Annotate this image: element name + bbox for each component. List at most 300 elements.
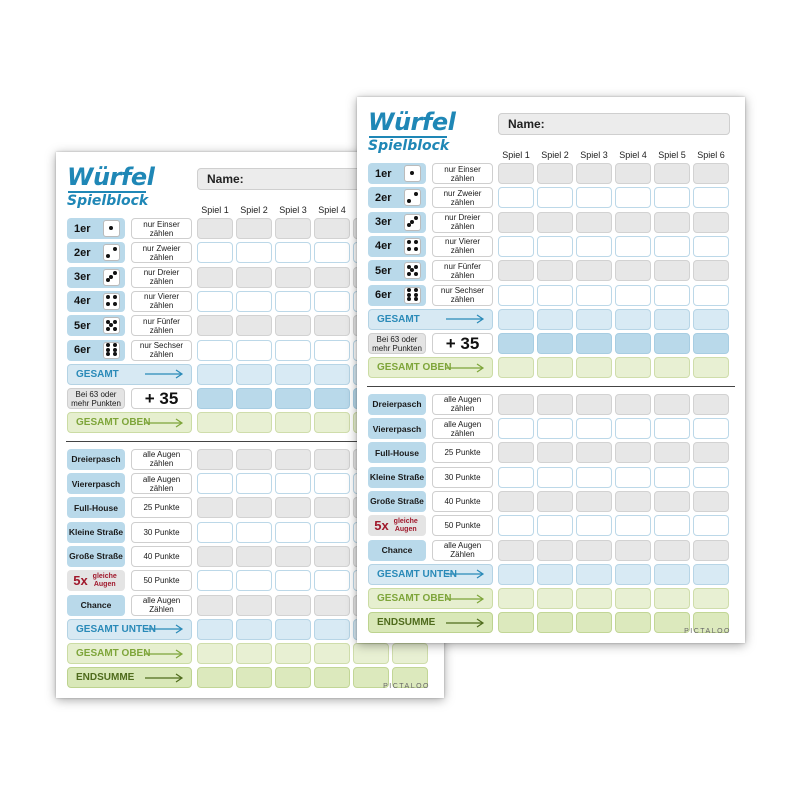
logo-subtitle: Spielblock <box>368 138 450 154</box>
row-description-text: nur Sechser zählen <box>139 341 184 359</box>
row-1er-cell-spiel-2[interactable] <box>537 163 573 184</box>
row-3er-cell-spiel-3[interactable] <box>576 212 612 233</box>
lower-row-7-cell-spiel-4[interactable] <box>314 595 350 616</box>
die-pip <box>407 293 411 297</box>
lower-row-3-cell-spiel-5[interactable] <box>654 442 690 463</box>
row-6er-cell-spiel-4[interactable] <box>615 285 651 306</box>
row-2er-cell-spiel-2[interactable] <box>537 187 573 208</box>
row-5er-cell-spiel-1[interactable] <box>498 260 534 281</box>
column-header-spiel-5: Spiel 5 <box>658 150 686 160</box>
brand-logo: PICTALOO <box>383 683 430 690</box>
lower-row-5-cell-spiel-2[interactable] <box>236 546 272 567</box>
row-4er-cell-spiel-3[interactable] <box>275 291 311 312</box>
gesamt-cell-spiel-1[interactable] <box>498 309 534 330</box>
lower-row-6-cell-spiel-4[interactable] <box>314 570 350 591</box>
lower-row-5-cell-spiel-2[interactable] <box>537 491 573 512</box>
column-header-spiel-4: Spiel 4 <box>619 150 647 160</box>
row-label-lower-6 <box>368 515 426 536</box>
row-label-text: Chance <box>381 545 413 555</box>
lower-row-7-cell-spiel-3[interactable] <box>576 540 612 561</box>
lower-row-6-cell-spiel-2[interactable] <box>236 570 272 591</box>
row-description <box>432 540 493 561</box>
row-number: 1er <box>375 167 392 180</box>
bonus-cell-spiel-2[interactable] <box>537 333 573 354</box>
lower-row-4-cell-spiel-2[interactable] <box>236 522 272 543</box>
row-5er-cell-spiel-3[interactable] <box>576 260 612 281</box>
lower-row-1-cell-spiel-3[interactable] <box>275 449 311 470</box>
die-pip <box>414 293 418 297</box>
row-2er-cell-spiel-4[interactable] <box>615 187 651 208</box>
die-pip <box>113 348 117 352</box>
row-3er-cell-spiel-4[interactable] <box>314 267 350 288</box>
row-description <box>131 497 192 518</box>
row-label-lower-2 <box>67 473 125 494</box>
lower-row-7-cell-spiel-6[interactable] <box>693 540 729 561</box>
row-label-5er <box>368 260 426 281</box>
row-5er-cell-spiel-6[interactable] <box>693 260 729 281</box>
gesamt-unten-cell-spiel-1[interactable] <box>498 564 534 585</box>
die-pip <box>407 223 411 227</box>
lower-row-4-cell-spiel-3[interactable] <box>576 467 612 488</box>
row-6er-cell-spiel-2[interactable] <box>236 340 272 361</box>
row-description-text: nur Fünfer zählen <box>444 261 481 280</box>
gesamt-oben-text: GESAMT OBEN <box>76 417 151 429</box>
row-number: 2er <box>74 246 91 259</box>
lower-row-3-cell-spiel-3[interactable] <box>576 442 612 463</box>
row-label-text: Full-House <box>74 502 118 513</box>
lower-row-6-cell-spiel-5[interactable] <box>654 515 690 536</box>
die-pip <box>407 297 411 301</box>
gesamt-cell-spiel-6[interactable] <box>693 309 729 330</box>
lower-row-3-cell-spiel-4[interactable] <box>615 442 651 463</box>
lower-row-1-cell-spiel-2[interactable] <box>236 449 272 470</box>
bonus-cell-spiel-1[interactable] <box>197 388 233 409</box>
lower-row-1-cell-spiel-4[interactable] <box>314 449 350 470</box>
lower-row-5-cell-spiel-6[interactable] <box>693 491 729 512</box>
row-2er-cell-spiel-4[interactable] <box>314 242 350 263</box>
row-6er-cell-spiel-3[interactable] <box>275 340 311 361</box>
row-6er-cell-spiel-1[interactable] <box>498 285 534 306</box>
row-description-text: nur Zweier zählen <box>443 188 482 207</box>
row-number: 4er <box>74 295 91 308</box>
lower-row-6-cell-spiel-3[interactable] <box>576 515 612 536</box>
gesamt-oben-repeat-cell-spiel-3[interactable] <box>275 643 311 664</box>
row-4er-cell-spiel-3[interactable] <box>576 236 612 257</box>
row-description <box>432 187 493 208</box>
lower-row-6-cell-spiel-1[interactable] <box>498 515 534 536</box>
gesamt-oben-cell-spiel-1[interactable] <box>197 412 233 433</box>
gesamt-unten-cell-spiel-2[interactable] <box>236 619 272 640</box>
row-2er-cell-spiel-3[interactable] <box>576 187 612 208</box>
gesamt-oben-cell-spiel-4[interactable] <box>615 357 651 378</box>
lower-row-2-cell-spiel-6[interactable] <box>693 418 729 439</box>
die-face-icon <box>103 317 120 334</box>
bonus-cell-spiel-4[interactable] <box>615 333 651 354</box>
lower-row-4-cell-spiel-2[interactable] <box>537 467 573 488</box>
row-2er-cell-spiel-1[interactable] <box>498 187 534 208</box>
row-6er-cell-spiel-1[interactable] <box>197 340 233 361</box>
score-sheet-front <box>357 97 745 643</box>
right-arrow-icon <box>445 314 485 324</box>
bonus-condition <box>368 333 426 354</box>
lower-row-2-cell-spiel-5[interactable] <box>654 418 690 439</box>
row-label-lower-1 <box>67 449 125 470</box>
gesamt-oben-repeat-cell-spiel-1[interactable] <box>498 588 534 609</box>
gesamt-oben-repeat-cell-spiel-4[interactable] <box>314 643 350 664</box>
row-description <box>432 442 493 463</box>
lower-row-1-cell-spiel-5[interactable] <box>654 394 690 415</box>
row-description-text: alle Augen Zählen <box>443 541 482 559</box>
row-3er-cell-spiel-2[interactable] <box>537 212 573 233</box>
row-label-6er <box>368 285 426 306</box>
name-field[interactable]: Name: <box>197 168 429 190</box>
row-3er-cell-spiel-3[interactable] <box>275 267 311 288</box>
die-face-icon <box>103 244 120 261</box>
lower-row-7-cell-spiel-1[interactable] <box>197 595 233 616</box>
gesamt-oben-cell-spiel-5[interactable] <box>654 357 690 378</box>
row-5er-cell-spiel-2[interactable] <box>236 315 272 336</box>
row-label-lower-3 <box>67 497 125 518</box>
die-pip <box>106 302 110 306</box>
lower-row-3-cell-spiel-6[interactable] <box>693 442 729 463</box>
column-header-spiel-3: Spiel 3 <box>279 205 307 215</box>
row-number: 1er <box>74 222 91 235</box>
gesamt-cell-spiel-3[interactable] <box>576 309 612 330</box>
lower-row-6-cell-spiel-4[interactable] <box>615 515 651 536</box>
gesamt-oben-cell-spiel-3[interactable] <box>275 412 311 433</box>
row-number: 2er <box>375 191 392 204</box>
row-3er-cell-spiel-5[interactable] <box>654 212 690 233</box>
lower-row-6-cell-spiel-3[interactable] <box>275 570 311 591</box>
row-number: 4er <box>375 240 392 253</box>
row-4er-cell-spiel-1[interactable] <box>197 291 233 312</box>
right-arrow-icon <box>144 673 184 683</box>
row-4er-cell-spiel-2[interactable] <box>537 236 573 257</box>
right-arrow-icon <box>144 418 184 428</box>
endsumme-cell-spiel-2[interactable] <box>537 612 573 633</box>
row-description-text: alle Augen zählen <box>142 450 181 469</box>
column-header-spiel-4: Spiel 4 <box>318 205 346 215</box>
column-header-spiel-1: Spiel 1 <box>502 150 530 160</box>
bonus-cell-spiel-4[interactable] <box>314 388 350 409</box>
row-1er-cell-spiel-1[interactable] <box>197 218 233 239</box>
row-5er-cell-spiel-2[interactable] <box>537 260 573 281</box>
row-2er-cell-spiel-6[interactable] <box>693 187 729 208</box>
gesamt-oben-cell-spiel-3[interactable] <box>576 357 612 378</box>
gesamt-cell-spiel-2[interactable] <box>537 309 573 330</box>
row-3er-cell-spiel-6[interactable] <box>693 212 729 233</box>
brand-logo: PICTALOO <box>684 628 731 635</box>
row-2er-cell-spiel-3[interactable] <box>275 242 311 263</box>
gesamt-oben-repeat-cell-spiel-5[interactable] <box>353 643 389 664</box>
gesamt-oben-repeat-cell-spiel-4[interactable] <box>615 588 651 609</box>
row-4er-cell-spiel-6[interactable] <box>693 236 729 257</box>
die-pip <box>113 295 117 299</box>
lower-row-2-cell-spiel-3[interactable] <box>275 473 311 494</box>
die-face-icon <box>103 342 120 359</box>
gesamt-unten-cell-spiel-1[interactable] <box>197 619 233 640</box>
lower-row-1-cell-spiel-1[interactable] <box>498 394 534 415</box>
gesamt-unten-cell-spiel-4[interactable] <box>314 619 350 640</box>
lower-row-6-cell-spiel-6[interactable] <box>693 515 729 536</box>
bonus-condition-text: Bei 63 oder mehr Punkten <box>372 334 422 353</box>
row-3er-cell-spiel-1[interactable] <box>498 212 534 233</box>
row-description-text: 50 Punkte <box>444 521 481 531</box>
lower-row-7-cell-spiel-5[interactable] <box>654 540 690 561</box>
right-arrow-icon <box>144 624 184 634</box>
die-pip <box>113 247 117 251</box>
die-pip <box>414 216 418 220</box>
lower-row-4-cell-spiel-4[interactable] <box>314 522 350 543</box>
row-1er-cell-spiel-3[interactable] <box>275 218 311 239</box>
row-6er-cell-spiel-4[interactable] <box>314 340 350 361</box>
bonus-cell-spiel-5[interactable] <box>654 333 690 354</box>
bonus-value <box>432 333 493 354</box>
row-description-text: nur Einser zählen <box>143 219 180 238</box>
row-4er-cell-spiel-1[interactable] <box>498 236 534 257</box>
endsumme-cell-spiel-4[interactable] <box>314 667 350 688</box>
die-pip <box>113 343 117 347</box>
row-5er-cell-spiel-4[interactable] <box>615 260 651 281</box>
lower-row-3-cell-spiel-2[interactable] <box>236 497 272 518</box>
row-label-lower-4 <box>67 522 125 543</box>
row-3er-cell-spiel-2[interactable] <box>236 267 272 288</box>
endsumme-cell-spiel-3[interactable] <box>576 612 612 633</box>
endsumme-cell-spiel-3[interactable] <box>275 667 311 688</box>
row-label-6er <box>67 340 125 361</box>
row-label-2er <box>368 187 426 208</box>
endsumme-text: ENDSUMME <box>377 617 436 629</box>
lower-row-1-cell-spiel-2[interactable] <box>537 394 573 415</box>
endsumme-cell-spiel-1[interactable] <box>197 667 233 688</box>
lower-row-1-cell-spiel-3[interactable] <box>576 394 612 415</box>
lower-row-2-cell-spiel-3[interactable] <box>576 418 612 439</box>
endsumme-cell-spiel-2[interactable] <box>236 667 272 688</box>
gesamt-unten-cell-spiel-6[interactable] <box>693 564 729 585</box>
column-header-spiel-6: Spiel 6 <box>697 150 725 160</box>
lower-row-4-cell-spiel-4[interactable] <box>615 467 651 488</box>
lower-row-2-cell-spiel-1[interactable] <box>498 418 534 439</box>
row-6er-cell-spiel-2[interactable] <box>537 285 573 306</box>
lower-row-5-cell-spiel-5[interactable] <box>654 491 690 512</box>
row-2er-cell-spiel-1[interactable] <box>197 242 233 263</box>
row-description <box>432 236 493 257</box>
lower-row-2-cell-spiel-1[interactable] <box>197 473 233 494</box>
gesamt-unten-cell-spiel-4[interactable] <box>615 564 651 585</box>
row-3er-cell-spiel-4[interactable] <box>615 212 651 233</box>
lower-row-1-cell-spiel-6[interactable] <box>693 394 729 415</box>
row-1er-cell-spiel-1[interactable] <box>498 163 534 184</box>
row-label-text: Viererpasch <box>71 478 121 489</box>
die-pip <box>106 278 110 282</box>
die-pip <box>407 272 411 276</box>
row-label-4er <box>67 291 125 312</box>
row-description-text: nur Sechser zählen <box>440 286 485 304</box>
row-1er-cell-spiel-6[interactable] <box>693 163 729 184</box>
gesamt-cell-spiel-5[interactable] <box>654 309 690 330</box>
row-3er-cell-spiel-1[interactable] <box>197 267 233 288</box>
row-4er-cell-spiel-4[interactable] <box>615 236 651 257</box>
gesamt-unten-cell-spiel-2[interactable] <box>537 564 573 585</box>
name-field[interactable]: Name: <box>498 113 730 135</box>
row-label-text: Kleine Straße <box>68 527 124 538</box>
column-header-spiel-3: Spiel 3 <box>580 150 608 160</box>
lower-row-2-cell-spiel-4[interactable] <box>615 418 651 439</box>
row-1er-cell-spiel-4[interactable] <box>615 163 651 184</box>
row-description-text: 40 Punkte <box>444 496 481 506</box>
row-1er-cell-spiel-5[interactable] <box>654 163 690 184</box>
gesamt-oben-repeat-cell-spiel-1[interactable] <box>197 643 233 664</box>
gesamt-unten-cell-spiel-5[interactable] <box>654 564 690 585</box>
five-x-number: 5x <box>73 572 88 588</box>
lower-row-4-cell-spiel-1[interactable] <box>197 522 233 543</box>
gesamt-oben-repeat-cell-spiel-2[interactable] <box>236 643 272 664</box>
gesamt-oben-label <box>67 412 192 433</box>
row-6er-cell-spiel-5[interactable] <box>654 285 690 306</box>
row-2er-cell-spiel-2[interactable] <box>236 242 272 263</box>
row-5er-cell-spiel-4[interactable] <box>314 315 350 336</box>
lower-row-4-cell-spiel-5[interactable] <box>654 467 690 488</box>
lower-row-4-cell-spiel-6[interactable] <box>693 467 729 488</box>
endsumme-cell-spiel-1[interactable] <box>498 612 534 633</box>
lower-row-7-cell-spiel-2[interactable] <box>537 540 573 561</box>
row-label-3er <box>368 212 426 233</box>
gesamt-label <box>67 364 192 385</box>
endsumme-cell-spiel-4[interactable] <box>615 612 651 633</box>
gesamt-oben-cell-spiel-2[interactable] <box>236 412 272 433</box>
row-description <box>131 570 192 591</box>
die-pip <box>410 171 414 175</box>
lower-row-7-cell-spiel-2[interactable] <box>236 595 272 616</box>
lower-row-6-cell-spiel-1[interactable] <box>197 570 233 591</box>
row-description <box>432 285 493 306</box>
row-description-text: 40 Punkte <box>143 551 180 561</box>
lower-row-3-cell-spiel-2[interactable] <box>537 442 573 463</box>
gesamt-oben-cell-spiel-6[interactable] <box>693 357 729 378</box>
row-1er-cell-spiel-3[interactable] <box>576 163 612 184</box>
gesamt-oben-repeat-cell-spiel-6[interactable] <box>693 588 729 609</box>
row-6er-cell-spiel-3[interactable] <box>576 285 612 306</box>
right-arrow-icon <box>445 569 485 579</box>
lower-row-5-cell-spiel-3[interactable] <box>576 491 612 512</box>
lower-row-6-cell-spiel-2[interactable] <box>537 515 573 536</box>
column-header-spiel-1: Spiel 1 <box>201 205 229 215</box>
lower-row-2-cell-spiel-2[interactable] <box>537 418 573 439</box>
row-5er-cell-spiel-5[interactable] <box>654 260 690 281</box>
logo-title: Würfel <box>67 163 155 191</box>
row-description <box>432 212 493 233</box>
bonus-cell-spiel-1[interactable] <box>498 333 534 354</box>
gesamt-oben-text: GESAMT OBEN <box>377 362 452 374</box>
die-pip <box>414 247 418 251</box>
bonus-cell-spiel-3[interactable] <box>275 388 311 409</box>
gesamt-oben-repeat-cell-spiel-6[interactable] <box>392 643 428 664</box>
gesamt-oben-repeat-cell-spiel-5[interactable] <box>654 588 690 609</box>
gesamt-oben-repeat-cell-spiel-3[interactable] <box>576 588 612 609</box>
row-description-text: 25 Punkte <box>143 503 180 513</box>
row-description <box>131 242 192 263</box>
row-1er-cell-spiel-4[interactable] <box>314 218 350 239</box>
row-4er-cell-spiel-2[interactable] <box>236 291 272 312</box>
row-label-lower-6 <box>67 570 125 591</box>
gesamt-cell-spiel-4[interactable] <box>314 364 350 385</box>
row-label-1er <box>368 163 426 184</box>
lower-row-4-cell-spiel-3[interactable] <box>275 522 311 543</box>
gesamt-oben-cell-spiel-4[interactable] <box>314 412 350 433</box>
gesamt-cell-spiel-4[interactable] <box>615 309 651 330</box>
lower-row-4-cell-spiel-1[interactable] <box>498 467 534 488</box>
row-description <box>131 595 192 616</box>
die-pip <box>109 323 113 327</box>
lower-row-3-cell-spiel-1[interactable] <box>498 442 534 463</box>
lower-row-3-cell-spiel-4[interactable] <box>314 497 350 518</box>
gesamt-unten-cell-spiel-3[interactable] <box>576 564 612 585</box>
row-1er-cell-spiel-2[interactable] <box>236 218 272 239</box>
row-label-text: Dreierpasch <box>372 399 422 410</box>
lower-row-3-cell-spiel-1[interactable] <box>197 497 233 518</box>
row-label-lower-2 <box>368 418 426 439</box>
gesamt-cell-spiel-1[interactable] <box>197 364 233 385</box>
row-2er-cell-spiel-5[interactable] <box>654 187 690 208</box>
bonus-cell-spiel-2[interactable] <box>236 388 272 409</box>
lower-row-1-cell-spiel-4[interactable] <box>615 394 651 415</box>
lower-row-5-cell-spiel-4[interactable] <box>615 491 651 512</box>
bonus-cell-spiel-6[interactable] <box>693 333 729 354</box>
lower-row-7-cell-spiel-4[interactable] <box>615 540 651 561</box>
lower-row-3-cell-spiel-3[interactable] <box>275 497 311 518</box>
gesamt-unten-cell-spiel-3[interactable] <box>275 619 311 640</box>
gesamt-cell-spiel-3[interactable] <box>275 364 311 385</box>
lower-row-5-cell-spiel-4[interactable] <box>314 546 350 567</box>
row-description <box>131 315 192 336</box>
lower-row-5-cell-spiel-1[interactable] <box>197 546 233 567</box>
row-number: 3er <box>375 216 392 229</box>
bonus-cell-spiel-3[interactable] <box>576 333 612 354</box>
row-4er-cell-spiel-5[interactable] <box>654 236 690 257</box>
row-label-3er <box>67 267 125 288</box>
row-5er-cell-spiel-3[interactable] <box>275 315 311 336</box>
row-description <box>432 491 493 512</box>
lower-row-2-cell-spiel-4[interactable] <box>314 473 350 494</box>
lower-row-2-cell-spiel-2[interactable] <box>236 473 272 494</box>
row-label-lower-5 <box>368 491 426 512</box>
lower-row-7-cell-spiel-3[interactable] <box>275 595 311 616</box>
gesamt-cell-spiel-2[interactable] <box>236 364 272 385</box>
gesamt-unten-text: GESAMT UNTEN <box>377 568 457 580</box>
row-description-text: alle Augen zählen <box>443 395 482 414</box>
die-face-icon <box>103 293 120 310</box>
gesamt-oben-cell-spiel-1[interactable] <box>498 357 534 378</box>
row-description <box>432 467 493 488</box>
row-number: 6er <box>74 344 91 356</box>
row-label-lower-7 <box>67 595 125 616</box>
lower-row-5-cell-spiel-1[interactable] <box>498 491 534 512</box>
gesamt-oben-repeat-cell-spiel-2[interactable] <box>537 588 573 609</box>
lower-row-7-cell-spiel-1[interactable] <box>498 540 534 561</box>
row-description-text: alle Augen zählen <box>443 419 482 438</box>
row-description <box>432 163 493 184</box>
die-face-icon <box>404 165 421 182</box>
row-4er-cell-spiel-4[interactable] <box>314 291 350 312</box>
lower-row-5-cell-spiel-3[interactable] <box>275 546 311 567</box>
row-description-text: nur Dreier zählen <box>444 213 481 232</box>
gesamt-oben-cell-spiel-2[interactable] <box>537 357 573 378</box>
die-pip <box>109 275 113 279</box>
row-description <box>432 394 493 415</box>
lower-row-1-cell-spiel-1[interactable] <box>197 449 233 470</box>
row-5er-cell-spiel-1[interactable] <box>197 315 233 336</box>
row-6er-cell-spiel-6[interactable] <box>693 285 729 306</box>
